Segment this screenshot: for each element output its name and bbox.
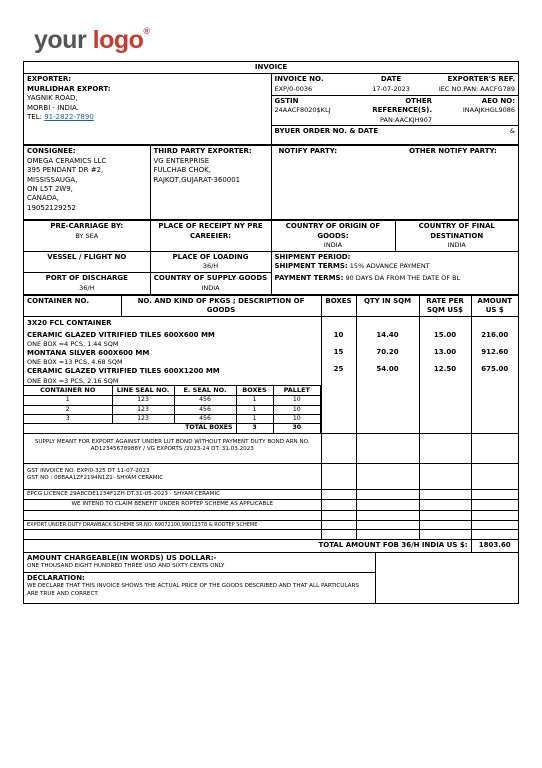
consignee-line: 19052129252 <box>27 203 76 212</box>
amount-words-label: AMOUNT CHARGEABLE(IN WORDS) US DOLLAR:- <box>27 553 217 562</box>
shipment-terms-value: 15% ADVANCE PAYMENT <box>349 262 430 271</box>
other-notify-label: OTHER NOTIFY PARTY: <box>409 147 497 156</box>
container-col-header: CONTAINER NO <box>24 386 112 396</box>
consignee-line: 395 PENDANT DR #2, <box>27 166 104 175</box>
item-name: CERAMIC GLAZED VITRIFIED TILES 600X600 MM <box>27 330 215 339</box>
container-cell: 123 <box>112 396 174 405</box>
date-label: DATE <box>380 75 402 84</box>
container-cell: 1 <box>24 396 112 405</box>
gst-invoice-note: GST INVOICE NO. EXP/0-325 DT 11-07-2023 <box>27 467 150 474</box>
other-ref-label: OTHER REFERENCE(S). <box>372 96 432 115</box>
consignee-line: ON L5T 2W9, <box>27 185 73 194</box>
container-col-header: E. SEAL NO. <box>174 386 236 396</box>
container-cell: 123 <box>112 414 174 423</box>
tel-label: TEL: <box>27 113 42 122</box>
supply-value: INDIA <box>201 283 220 292</box>
final-dest-value: INDIA <box>447 241 466 250</box>
col-description-header: NO. AND KIND OF PKGS ; DESCRIPTION OF GOODS <box>121 295 321 317</box>
header-section <box>24 74 518 145</box>
container-cell: 456 <box>174 414 236 423</box>
item-boxes: 25 <box>333 365 344 374</box>
invoice-date: 17-07-2023 <box>372 84 410 93</box>
item-name: MONTANA SILVER 600X600 MM <box>27 349 150 358</box>
shipment-period-label: SHIPMENT PERIOD: <box>274 252 351 261</box>
shipping-section <box>24 220 518 294</box>
payment-terms-label: PAYMENT TERMS: <box>274 273 344 282</box>
parties-section <box>24 145 518 220</box>
iec-no: IEC NO.PAN: AACFG789 <box>438 84 515 93</box>
table-row <box>24 405 321 414</box>
drawback-note: EXPORT UNDER DUTY DRAWBACK SCHEME SR.NO. 69072100,99012378 & RODTEP SCHEME <box>24 520 321 530</box>
exporter-address-2: MORBI - INDIA. <box>27 103 79 112</box>
item-name: CERAMIC GLAZED VITRIFIED TILES 600X1200 MM <box>27 367 220 376</box>
discharge-value: 36/H <box>79 283 95 292</box>
payment-terms-value: 90 DAYS DA FROM THE DATE OF BL <box>345 273 461 282</box>
container-cell: 1 <box>236 405 273 414</box>
vessel-label: VESSEL / FLIGHT NO <box>47 252 127 261</box>
footer-section <box>24 553 518 603</box>
supply-label: COUNTRY OF SUPPLY GOODS <box>153 274 268 283</box>
container-cell: 10 <box>273 396 321 405</box>
container-col-header: PALLET <box>273 386 321 396</box>
table-row <box>24 396 321 405</box>
lut-note: SUPPLY MEANT FOR EXPORT AGAINST UNDER LUT BOND WITHOUT PAYMENT DUTY BOND ARN NO. <box>34 438 310 445</box>
exporter-label: EXPORTER: <box>27 75 72 84</box>
col-rate-header: RATE PER SQM US$ <box>419 295 471 317</box>
consignee-label: CONSIGNEE: <box>27 147 76 156</box>
container-col-header: BOXES <box>236 386 273 396</box>
item-rate: 12.50 <box>433 365 457 374</box>
container-cell: 3 <box>24 414 112 423</box>
logo-text-logo: logo <box>92 26 144 54</box>
gstin-label: GSTIN <box>274 96 299 105</box>
shipment-terms-label: SHIPMENT TERMS: <box>274 262 348 271</box>
registered-mark: ® <box>143 26 150 36</box>
third-party-line: RAJKOT,GUJARAT-360001 <box>153 175 241 184</box>
item-boxes: 10 <box>333 331 344 340</box>
declaration-label: DECLARATION: <box>27 573 85 582</box>
gstin-value: 24AACF8020$KLJ <box>274 106 331 115</box>
notify-party-label: NOTIFY PARTY: <box>278 147 337 156</box>
item-amount: 216.00 <box>481 331 509 340</box>
item-qty: 14.40 <box>376 331 399 340</box>
third-party-line: VG ENTERPRISE <box>153 156 210 165</box>
invoice-no-label: INVOICE NO. <box>274 75 324 84</box>
precarriage-label: PRE-CARRIAGE BY: <box>50 222 124 231</box>
aeo-label: AEO NO: <box>481 96 515 105</box>
lut-note-2: AD12345678988Y / VG EXPORTS /2023-24 DT. 31.03.2023 <box>90 446 254 453</box>
invoice-title: INVOICE <box>24 62 518 74</box>
consignee-line: CANADA, <box>27 194 59 203</box>
total-boxes-label: TOTAL BOXES <box>24 424 236 433</box>
third-party-label: THIRD PARTY EXPORTER: <box>153 147 252 156</box>
tel-link[interactable]: 91-2822-7890 <box>44 113 94 122</box>
col-qty-header: QTY IN SQM <box>356 295 419 317</box>
rodtep-note: WE INTEND TO CLAIM BENEFIT UNDER ROPTEP SCHEME AS APPLICABLE <box>24 500 321 511</box>
final-dest-label: COUNTRY OF FINAL DESTINATION <box>418 222 495 240</box>
container-table <box>24 385 321 432</box>
container-cell: 10 <box>273 405 321 414</box>
container-cell: 456 <box>174 396 236 405</box>
logo-text-your: your <box>34 26 87 54</box>
item-qty: 70.20 <box>376 348 399 357</box>
item-detail: ONE BOX =3 PCS, 2.16 SQM <box>27 376 119 385</box>
total-amount-label: TOTAL AMOUNT FOB 36/H INDIA US $: <box>24 540 471 552</box>
item-detail: ONE BOX =13 PCS, 4.68 SQM <box>27 358 123 367</box>
table-row <box>24 414 321 423</box>
consignee-line: MISSISSAUGA, <box>27 175 78 184</box>
buyer-order-amp: & <box>509 127 515 136</box>
gst-no-note: GST NO : 08BAA1ZF2194N1Z1- SHYAM CERAMIC <box>27 475 164 482</box>
invoice-document <box>23 61 519 604</box>
total-amount-value: 1803.60 <box>471 540 518 552</box>
discharge-label: PORT OF DISCHARGE <box>45 274 128 283</box>
total-boxes-value: 3 <box>236 424 273 433</box>
item-amount: 912.60 <box>481 348 509 357</box>
company-logo <box>34 26 150 55</box>
item-qty: 54.00 <box>376 365 399 374</box>
third-party-line: FULCHAB CHOK, <box>153 166 211 175</box>
container-cell: 456 <box>174 405 236 414</box>
item-rate: 15.00 <box>433 331 457 340</box>
total-pallet-value: 30 <box>273 424 321 433</box>
loading-value: 36/H <box>202 262 219 271</box>
item-amount: 675.00 <box>481 365 509 374</box>
pan-value: PAN:AACKJH907 <box>380 115 432 124</box>
epcg-note: EPCG LICENCE 29A8CDE1234F1ZH DT.31-05-2023 - SHYAM CERAMIC <box>24 489 321 500</box>
origin-label: COUNTRY OF ORIGIN OF GOODS: <box>285 222 381 240</box>
col-amount-header: AMOUNT US $ <box>471 295 518 317</box>
exporter-name: MURLIDHAR EXPORT: <box>27 84 111 93</box>
item-boxes: 15 <box>333 348 344 357</box>
precarriage-value: BY SEA <box>75 231 99 240</box>
buyer-order-label: BYUER ORDER NO. & DATE <box>274 127 379 136</box>
amount-words-text: ONE THOUSAND EIGHT HUNDRED THREE USD AND SIXTY CENTS ONLY <box>27 563 225 570</box>
origin-value: INDIA <box>323 241 343 250</box>
consignee-line: OMEGA CERAMICS LLC <box>27 156 107 165</box>
goods-section <box>24 295 518 553</box>
container-cell: 123 <box>112 405 174 414</box>
col-container-header: CONTAINER NO. <box>24 295 121 317</box>
container-cell: 1 <box>236 414 273 423</box>
container-cell: 10 <box>273 414 321 423</box>
aeo-value: INAAJKHGL9086 <box>462 106 515 115</box>
item-detail: ONE BOX =4 PCS, 1.44 SQM <box>27 340 119 349</box>
receipt-label: PLACE OF RECEIPT NY PRE CAREEIER: <box>158 222 263 240</box>
declaration-text: WE DECLARE THAT THIS INVOICE SHOWS THE ACTUAL PRICE OF THE GOODS DESCRIBED AND THAT ALL PARTICULARS ARE TRUE AND CORRECT. <box>27 583 359 597</box>
exporter-ref-label: EXPORTER'S REF. <box>447 75 515 84</box>
col-boxes-header: BOXES <box>321 295 356 317</box>
invoice-no: EXP/0-0036 <box>274 84 313 93</box>
container-cell: 1 <box>236 396 273 405</box>
fcl-container: 3X20 FCL CONTAINER <box>27 319 112 328</box>
item-rate: 13.00 <box>433 348 457 357</box>
container-col-header: LINE SEAL NO. <box>112 386 174 396</box>
loading-label: PLACE OF LOADING <box>172 252 249 261</box>
container-cell: 2 <box>24 405 112 414</box>
exporter-address-1: YAGNIK ROAD, <box>27 94 78 103</box>
